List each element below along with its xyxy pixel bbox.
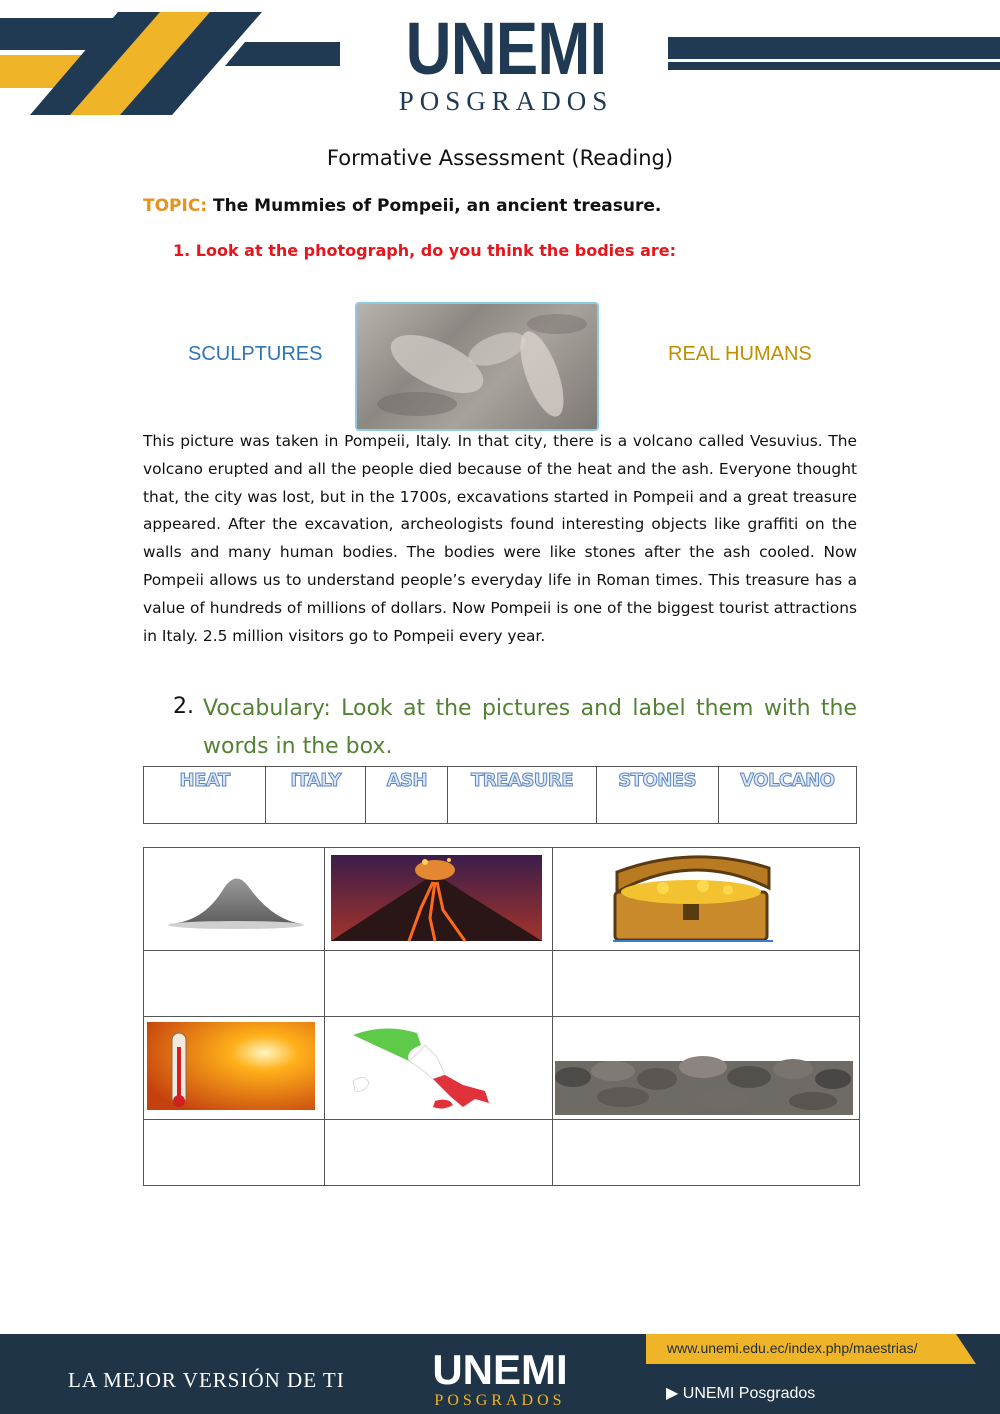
header-banner [0,0,1000,130]
page-title: Formative Assessment (Reading) [326,146,674,170]
ash-pile-image [144,848,324,946]
volcano-eruption-image [325,848,552,946]
word-box-item[interactable]: TREASURE [448,767,596,824]
topic-text: The Mummies of Pompeii, an ancient treasure. [213,196,662,216]
question-1: 1. Look at the photograph, do you think the bodies are: [173,241,677,260]
topic-label: TOPIC: [143,196,208,216]
thermometer-heat-image [144,1017,324,1115]
picture-cell [144,848,325,951]
question-2-number: 2. [173,694,194,719]
pompeii-bodies-photo [355,302,599,431]
answer-cell[interactable] [553,1120,860,1186]
treasure-chest-image [553,848,859,946]
footer-slogan: LA MEJOR VERSIÓN DE TI [68,1368,345,1392]
header-logo-text: UNEMI [405,7,607,90]
picture-cell [325,1017,553,1120]
answer-cell[interactable] [144,951,325,1017]
word-box-item[interactable]: HEAT [144,767,266,824]
picture-cell [553,848,860,951]
vocabulary-picture-grid [143,847,860,1186]
answer-cell[interactable] [144,1120,325,1186]
footer-social-text: UNEMI Posgrados [682,1385,816,1402]
answer-cell[interactable] [325,951,553,1017]
topic-line [143,196,661,216]
option-real-humans[interactable]: REAL HUMANS [668,343,812,365]
picture-cell [144,1017,325,1120]
word-box-item[interactable]: VOLCANO [718,767,856,824]
option-sculptures[interactable]: SCULPTURES [188,343,323,365]
footer-url-link[interactable]: www.unemi.edu.ec/index.php/maestrias/ [667,1340,918,1356]
answer-cell[interactable] [325,1120,553,1186]
footer-logo-subtext: POSGRADOS [434,1392,566,1409]
answer-cell[interactable] [553,951,860,1017]
word-box-item[interactable]: STONES [596,767,718,824]
word-box [143,766,857,824]
italy-map-image [325,1017,552,1115]
footer-social-handle[interactable] [666,1383,815,1403]
footer-logo-text: UNEMI [432,1346,568,1393]
stones-image [553,1017,859,1115]
header-logo-subtext: POSGRADOS [398,86,614,116]
word-box-item[interactable]: ITALY [266,767,366,824]
question-2: Vocabulary: Look at the pictures and label them with the words in the box. [203,696,857,759]
youtube-icon[interactable]: ▶ [666,1385,679,1402]
pompeii-bodies-image-icon [357,304,597,429]
reading-paragraph: This picture was taken in Pompeii, Italy. In that city, there is a volcano called Vesuvius. The volcano erupted and all the people died because of the heat and the ash. Everyone thought that, the city was lost, but in the 1700s, excavations started in Pompeii and a great treasure appeared. After the excavation, archeologists found interesting objects like graffiti on the walls and many human bodies. The bodies were like stones after the ash cooled. Now Pompeii allows us to understand people’s everyday life in Roman times. This treasure has a value of hundreds of millions of dollars. Now Pompeii is one of the biggest tourist attractions in Italy. 2.5 million visitors go to Pompeii every year. [143,432,857,645]
picture-cell [325,848,553,951]
word-box-item[interactable]: ASH [366,767,448,824]
picture-cell [553,1017,860,1120]
